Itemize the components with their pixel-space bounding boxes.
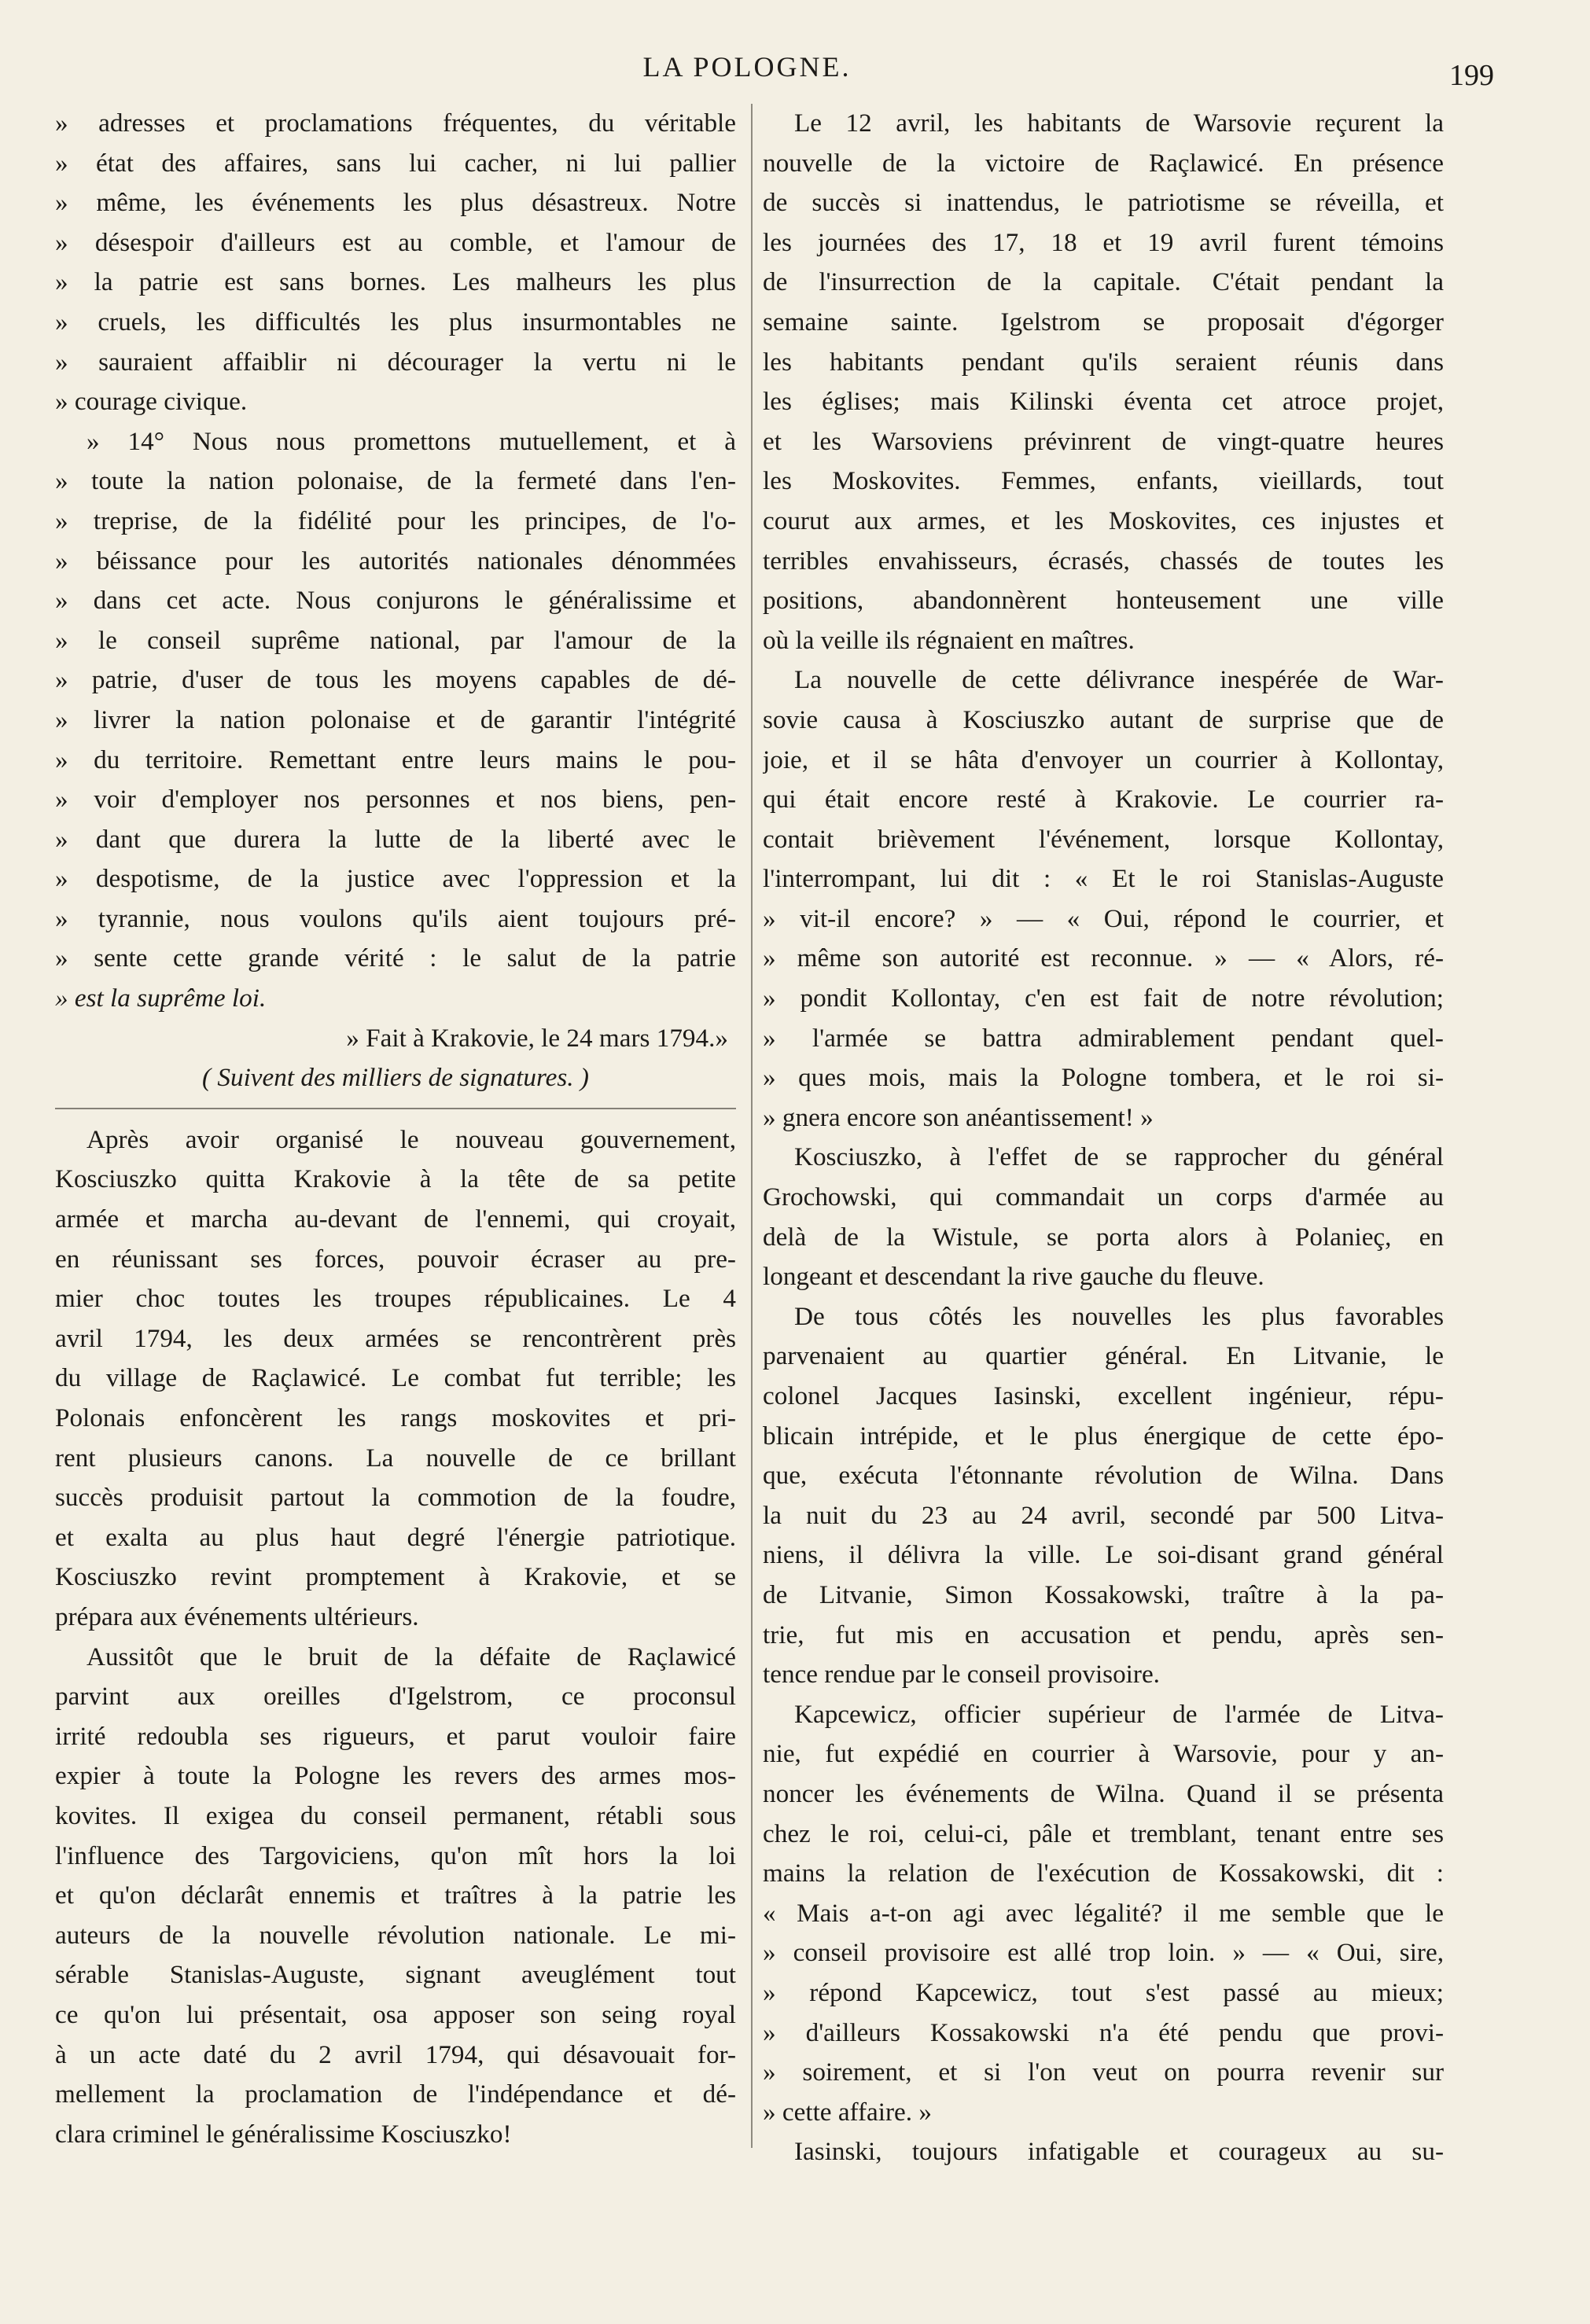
text-line: les journées des 17, 18 et 19 avril furent témoins: [763, 227, 1444, 257]
text-line: colonel Jacques Iasinski, excellent ingénieur, répu-: [763, 1381, 1444, 1410]
text-line: auteurs de la nouvelle révolution nationale. Le mi-: [55, 1920, 736, 1950]
section-rule: [55, 1108, 736, 1109]
signature-date-line: » Fait à Krakovie, le 24 mars 1794.»: [346, 1023, 728, 1053]
text-line: à un acte daté du 2 avril 1794, qui désavouait for-: [55, 2039, 736, 2069]
text-line: Grochowski, qui commandait un corps d'armée au: [763, 1182, 1444, 1212]
text-line: » tyrannie, nous voulons qu'ils aient toujours pré-: [55, 903, 736, 933]
text-line: mains la relation de l'exécution de Kossakowski, dit :: [763, 1859, 1444, 1888]
text-line: » est la suprême loi.: [55, 984, 267, 1013]
text-line: » dans cet acte. Nous conjurons le généralissime et: [55, 586, 736, 616]
text-line: » sente cette grande vérité : le salut de la patrie: [55, 943, 736, 973]
text-line: Iasinski, toujours infatigable et courageux au su-: [794, 2137, 1444, 2167]
page-number: 199: [1449, 59, 1494, 92]
text-line: » le conseil suprême national, par l'amour de la: [55, 625, 736, 655]
text-line: delà de la Wistule, se porta alors à Polanieç, en: [763, 1222, 1444, 1252]
text-line: » voir d'employer nos personnes et nos biens, pen-: [55, 785, 736, 815]
text-line: parvint aux oreilles d'Igelstrom, ce proconsul: [55, 1682, 736, 1712]
text-line: » despotisme, de la justice avec l'oppression et la: [55, 864, 736, 894]
text-line: en réunissant ses forces, pouvoir écraser au pre-: [55, 1244, 736, 1274]
text-line: » adresses et proclamations fréquentes, du véritable: [55, 108, 736, 138]
text-line: » soirement, et si l'on veut on pourra revenir sur: [763, 2057, 1444, 2087]
text-line: » ques mois, mais la Pologne tombera, et le roi si-: [763, 1063, 1444, 1093]
text-line: » toute la nation polonaise, de la fermeté dans l'en-: [55, 466, 736, 496]
text-line: Kosciuszko quitta Krakovie à la tête de sa petite: [55, 1164, 736, 1194]
right-paragraph-3: [763, 1138, 1444, 1296]
text-line: et qu'on déclarât ennemis et traîtres à la patrie les: [55, 1881, 736, 1910]
text-line: que, exécuta l'étonnante révolution de Wilna. Dans: [763, 1461, 1444, 1491]
text-line: » la patrie est sans bornes. Les malheurs les plus: [55, 267, 736, 297]
text-line: expier à toute la Pologne les revers des armes mos-: [55, 1761, 736, 1791]
text-line: courut aux armes, et les Moskovites, ces injustes et: [763, 506, 1444, 535]
text-line: » vit-il encore? » — « Oui, répond le courrier, et: [763, 903, 1444, 933]
text-line: » du territoire. Remettant entre leurs mains le pou-: [55, 745, 736, 774]
text-line: » sauraient affaiblir ni décourager la vertu ni le: [55, 347, 736, 377]
text-line: contait brièvement l'événement, lorsque Kollontay,: [763, 824, 1444, 854]
text-line: » treprise, de la fidélité pour les principes, de l'o-: [55, 506, 736, 535]
text-line: » même son autorité est reconnue. » — « Alors, ré-: [763, 943, 1444, 973]
text-line: du village de Raçlawicé. Le combat fut terrible; les: [55, 1363, 736, 1393]
text-line: joie, et il se hâta d'envoyer un courrier à Kollontay,: [763, 745, 1444, 774]
text-line: La nouvelle de cette délivrance inespérée de War-: [794, 665, 1444, 695]
text-line: » l'armée se battra admirablement pendant quel-: [763, 1023, 1444, 1053]
text-line: » désespoir d'ailleurs est au comble, et l'amour de: [55, 227, 736, 257]
right-paragraph-1: [763, 104, 1444, 660]
text-line: armée et marcha au-devant de l'ennemi, qui croyait,: [55, 1204, 736, 1234]
text-line: » béissance pour les autorités nationales dénommées: [55, 546, 736, 575]
text-line: de Litvanie, Simon Kossakowski, traître à la pa-: [763, 1579, 1444, 1609]
text-line: terribles envahisseurs, écrasés, chassés de toutes les: [763, 546, 1444, 575]
narrative-paragraph-2: [55, 1638, 736, 2155]
article-14: [55, 422, 736, 1019]
column-divider: [751, 104, 753, 2148]
page-header: [55, 46, 1494, 93]
right-column: [763, 104, 1444, 2172]
text-line: clara criminel le généralissime Kosciuszko!: [55, 2119, 512, 2149]
text-line: » état des affaires, sans lui cacher, ni lui pallier: [55, 148, 736, 178]
right-paragraph-4: [763, 1297, 1444, 1695]
text-line: » 14° Nous nous promettons mutuellement, et à: [86, 426, 736, 456]
text-line: » dant que durera la lutte de la liberté avec le: [55, 824, 736, 854]
text-line: qui était encore resté à Krakovie. Le courrier ra-: [763, 785, 1444, 815]
text-line: prépara aux événements ultérieurs.: [55, 1601, 419, 1631]
text-line: et exalta au plus haut degré l'énergie patriotique.: [55, 1522, 736, 1552]
text-line: Le 12 avril, les habitants de Warsovie reçurent la: [794, 108, 1444, 138]
text-line: kovites. Il exigea du conseil permanent, rétabli sous: [55, 1800, 736, 1830]
text-line: les habitants pendant qu'ils seraient réunis dans: [763, 347, 1444, 377]
text-line: » répond Kapcewicz, tout s'est passé au mieux;: [763, 1977, 1444, 2007]
text-line: semaine sainte. Igelstrom se proposait d'égorger: [763, 307, 1444, 336]
text-line: chez le roi, celui-ci, pâle et tremblant, tenant entre ses: [763, 1818, 1444, 1848]
text-line: l'influence des Targoviciens, qu'on mît hors la loi: [55, 1840, 736, 1870]
text-line: Après avoir organisé le nouveau gouvernement,: [86, 1124, 736, 1154]
text-line: positions, abandonnèrent honteusement une ville: [763, 586, 1444, 616]
text-line: longeant et descendant la rive gauche du fleuve.: [763, 1262, 1264, 1292]
text-line: » conseil provisoire est allé trop loin. » — « Oui, sire,: [763, 1938, 1444, 1968]
text-line: nie, fut expédié en courrier à Warsovie, pour y an-: [763, 1739, 1444, 1769]
text-line: et les Warsoviens prévinrent de vingt-quatre heures: [763, 426, 1444, 456]
text-line: noncer les événements de Wilna. Quand il se présenta: [763, 1778, 1444, 1808]
text-line: de l'insurrection de la capitale. C'était pendant la: [763, 267, 1444, 297]
text-line: trie, fut mis en accusation et pendu, après sen-: [763, 1620, 1444, 1649]
text-line: » cette affaire. »: [763, 2097, 932, 2127]
text-line: les Moskovites. Femmes, enfants, vieillards, tout: [763, 466, 1444, 496]
text-line: niens, il délivra la ville. Le soi-disant grand général: [763, 1540, 1444, 1570]
text-line: où la veille ils régnaient en maîtres.: [763, 625, 1135, 655]
text-line: mier choc toutes les troupes républicaines. Le 4: [55, 1284, 736, 1314]
text-line: sovie causa à Kosciuszko autant de surprise que de: [763, 704, 1444, 734]
text-line: » pondit Kollontay, c'en est fait de notre révolution;: [763, 984, 1444, 1013]
text-line: » d'ailleurs Kossakowski n'a été pendu que provi-: [763, 2017, 1444, 2047]
text-line: de succès si inattendus, le patriotisme se réveilla, et: [763, 188, 1444, 218]
text-line: rent plusieurs canons. La nouvelle de ce brillant: [55, 1443, 736, 1473]
right-paragraph-6: [763, 2132, 1444, 2172]
text-line: Aussitôt que le bruit de la défaite de Raçlawicé: [86, 1642, 736, 1671]
right-paragraph-2: [763, 660, 1444, 1138]
text-line: Kosciuszko, à l'effet de se rapprocher du général: [794, 1142, 1444, 1172]
signatures-note: ( Suivent des milliers de signatures. ): [202, 1063, 589, 1093]
text-line: parvenaient au quartier général. En Litvanie, le: [763, 1341, 1444, 1371]
text-line: De tous côtés les nouvelles les plus favorables: [794, 1301, 1444, 1331]
text-line: blicain intrépide, et le plus énergique de cette épo-: [763, 1421, 1444, 1451]
text-line: succès produisit partout la commotion de la foudre,: [55, 1483, 736, 1513]
text-line: sérable Stanislas-Auguste, signant aveuglément tout: [55, 1960, 736, 1990]
text-line: l'interrompant, lui dit : « Et le roi Stanislas-Auguste: [763, 864, 1444, 894]
left-column: [55, 104, 736, 2154]
text-line: » même, les événements les plus désastreux. Notre: [55, 188, 736, 218]
text-line: » gnera encore son anéantissement! »: [763, 1102, 1154, 1132]
text-line: Kapcewicz, officier supérieur de l'armée de Litva-: [794, 1699, 1444, 1729]
text-line: » courage civique.: [55, 387, 248, 417]
text-line: « Mais a-t-on agi avec légalité? il me semble que le: [763, 1898, 1444, 1928]
running-title: LA POLOGNE.: [642, 51, 852, 83]
text-line: » cruels, les difficultés les plus insurmontables ne: [55, 307, 736, 336]
text-line: mellement la proclamation de l'indépendance et dé-: [55, 2079, 736, 2109]
text-line: la nuit du 23 au 24 avril, secondé par 500 Litva-: [763, 1500, 1444, 1530]
text-line: Kosciuszko revint promptement à Krakovie, et se: [55, 1562, 736, 1592]
text-line: ce qu'on lui présentait, osa apposer son seing royal: [55, 1999, 736, 2029]
text-line: Polonais enfoncèrent les rangs moskovites et pri-: [55, 1403, 736, 1432]
quote-block: [55, 104, 736, 422]
text-line: tence rendue par le conseil provisoire.: [763, 1660, 1160, 1690]
text-line: » livrer la nation polonaise et de garantir l'intégrité: [55, 704, 736, 734]
text-line: les églises; mais Kilinski éventa cet atroce projet,: [763, 387, 1444, 417]
text-line: » patrie, d'user de tous les moyens capables de dé-: [55, 665, 736, 695]
text-line: irrité redoubla ses rigueurs, et parut vouloir faire: [55, 1721, 736, 1751]
narrative-paragraph-1: [55, 1120, 736, 1638]
text-line: nouvelle de la victoire de Raçlawicé. En présence: [763, 148, 1444, 178]
text-line: avril 1794, les deux armées se rencontrèrent près: [55, 1323, 736, 1353]
right-paragraph-5: [763, 1695, 1444, 2133]
